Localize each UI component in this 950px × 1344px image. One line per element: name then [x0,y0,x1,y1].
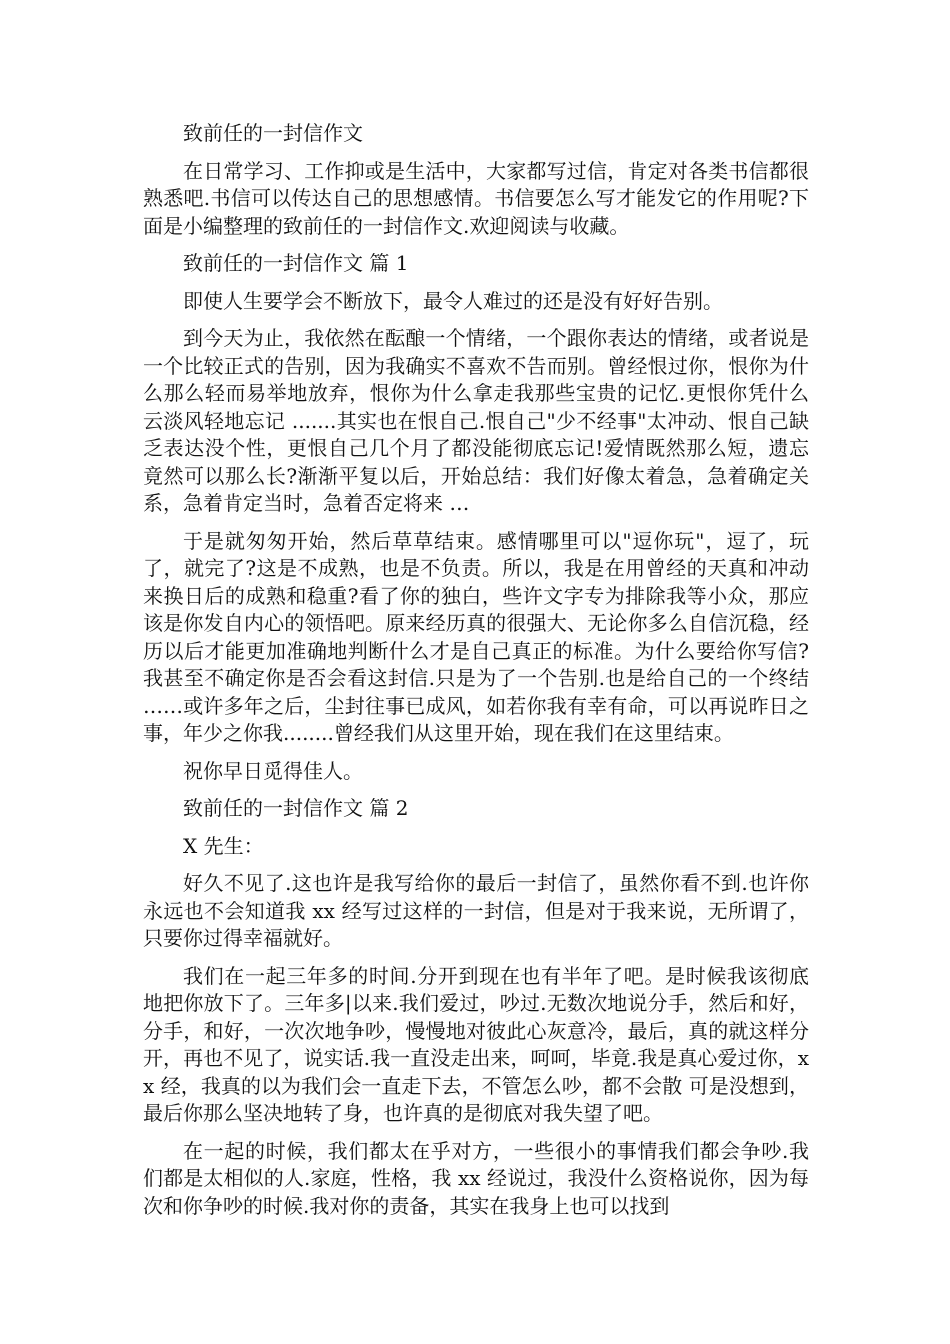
document-body [143,120,809,1230]
section-2-heading: 致前任的一封信作文 篇 2 [183,796,409,820]
document-title: 致前任的一封信作文 [183,121,363,145]
section-2-paragraph: 在一起的时候，我们都太在乎对方，一些很小的事情我们都会争吵.我们都是太相似的人.家庭，性格，我 xx 经说过，我没什么资格说你，因为每次和你争吵的时候.我对你的责备，其实在我身上也可以找到 [143,1138,809,1218]
section-1-paragraph: 到今天为止，我依然在酝酿一个情绪，一个跟你表达的情绪，或者说是一个比较正式的告别，因为我确实不喜欢不告而别。曾经恨过你，恨你为什么那么轻而易举地放弃，恨你为什么拿走我那些宝贵的记忆.更恨你凭什么云淡风轻地忘记 .......其实也在恨自己.恨自己"少不经事"太冲动、恨自己缺乏表达没个性，更恨自己几个月了都没能彻底忘记!爱情既然那么短，遗忘竟然可以那么长?渐渐平复以后，开始总结：我们好像太着急，急着确定关系，急着肯定当时，急着否定将来 … [143,326,809,515]
section-1-closing: 祝你早日觅得佳人。 [183,758,363,783]
section-1-paragraph: 于是就匆匆开始，然后草草结束。感情哪里可以"逗你玩"，逗了，玩了，就完了?这是不成熟，也是不负责。所以，我是在用曾经的天真和冲动来换日后的成熟和稳重?看了你的独白，些许文字专为排除我等小众，那应该是你发自内心的领悟吧。原来经历真的很强大、无论你多么自信沉稳，经历以后才能更加准确地判断什么才是自己真正的标准。为什么要给你写信?我甚至不确定你是否会看这封信.只是为了一个告别.也是给自己的一个终结 ……或许多年之后，尘封往事已成风，如若你我有幸有命，可以再说昨日之事，年少之你我........曾经我们从这里开始，现在我们在这里结束。 [143,528,809,745]
section-2-paragraph: 我们在一起三年多的时间.分开到现在也有半年了吧。是时候我该彻底地把你放下了。三年多|以来.我们爱过，吵过.无数次地说分手，然后和好，分手，和好，一次次地争吵，慢慢地对彼此心灰意冷，最后，真的就这样分开，再也不见了，说实话.我一直没走出来，呵呵，毕竟.我是真心爱过你，xx 经，我真的以为我们会一直走下去，不管怎么吵，都不会散 可是没想到，最后你那么坚决地转了身，也许真的是彻底对我失望了吧。 [143,963,809,1125]
section-2-paragraph: 好久不见了.这也许是我写给你的最后一封信了，虽然你看不到.也许你永远也不会知道我 xx 经写过这样的一封信，但是对于我来说，无所谓了，只要你过得幸福就好。 [143,871,809,950]
intro-paragraph: 在日常学习、工作抑或是生活中，大家都写过信，肯定对各类书信都很熟悉吧.书信可以传达自己的思想感情。书信要怎么写才能发它的作用呢?下面是小编整理的致前任的一封信作文.欢迎阅读与收藏。 [143,158,809,238]
section-2-salutation: X 先生： [183,833,264,858]
section-1-paragraph: 即使人生要学会不断放下，最令人难过的还是没有好好告别。 [183,288,723,313]
section-1-heading: 致前任的一封信作文 篇 1 [183,251,409,275]
